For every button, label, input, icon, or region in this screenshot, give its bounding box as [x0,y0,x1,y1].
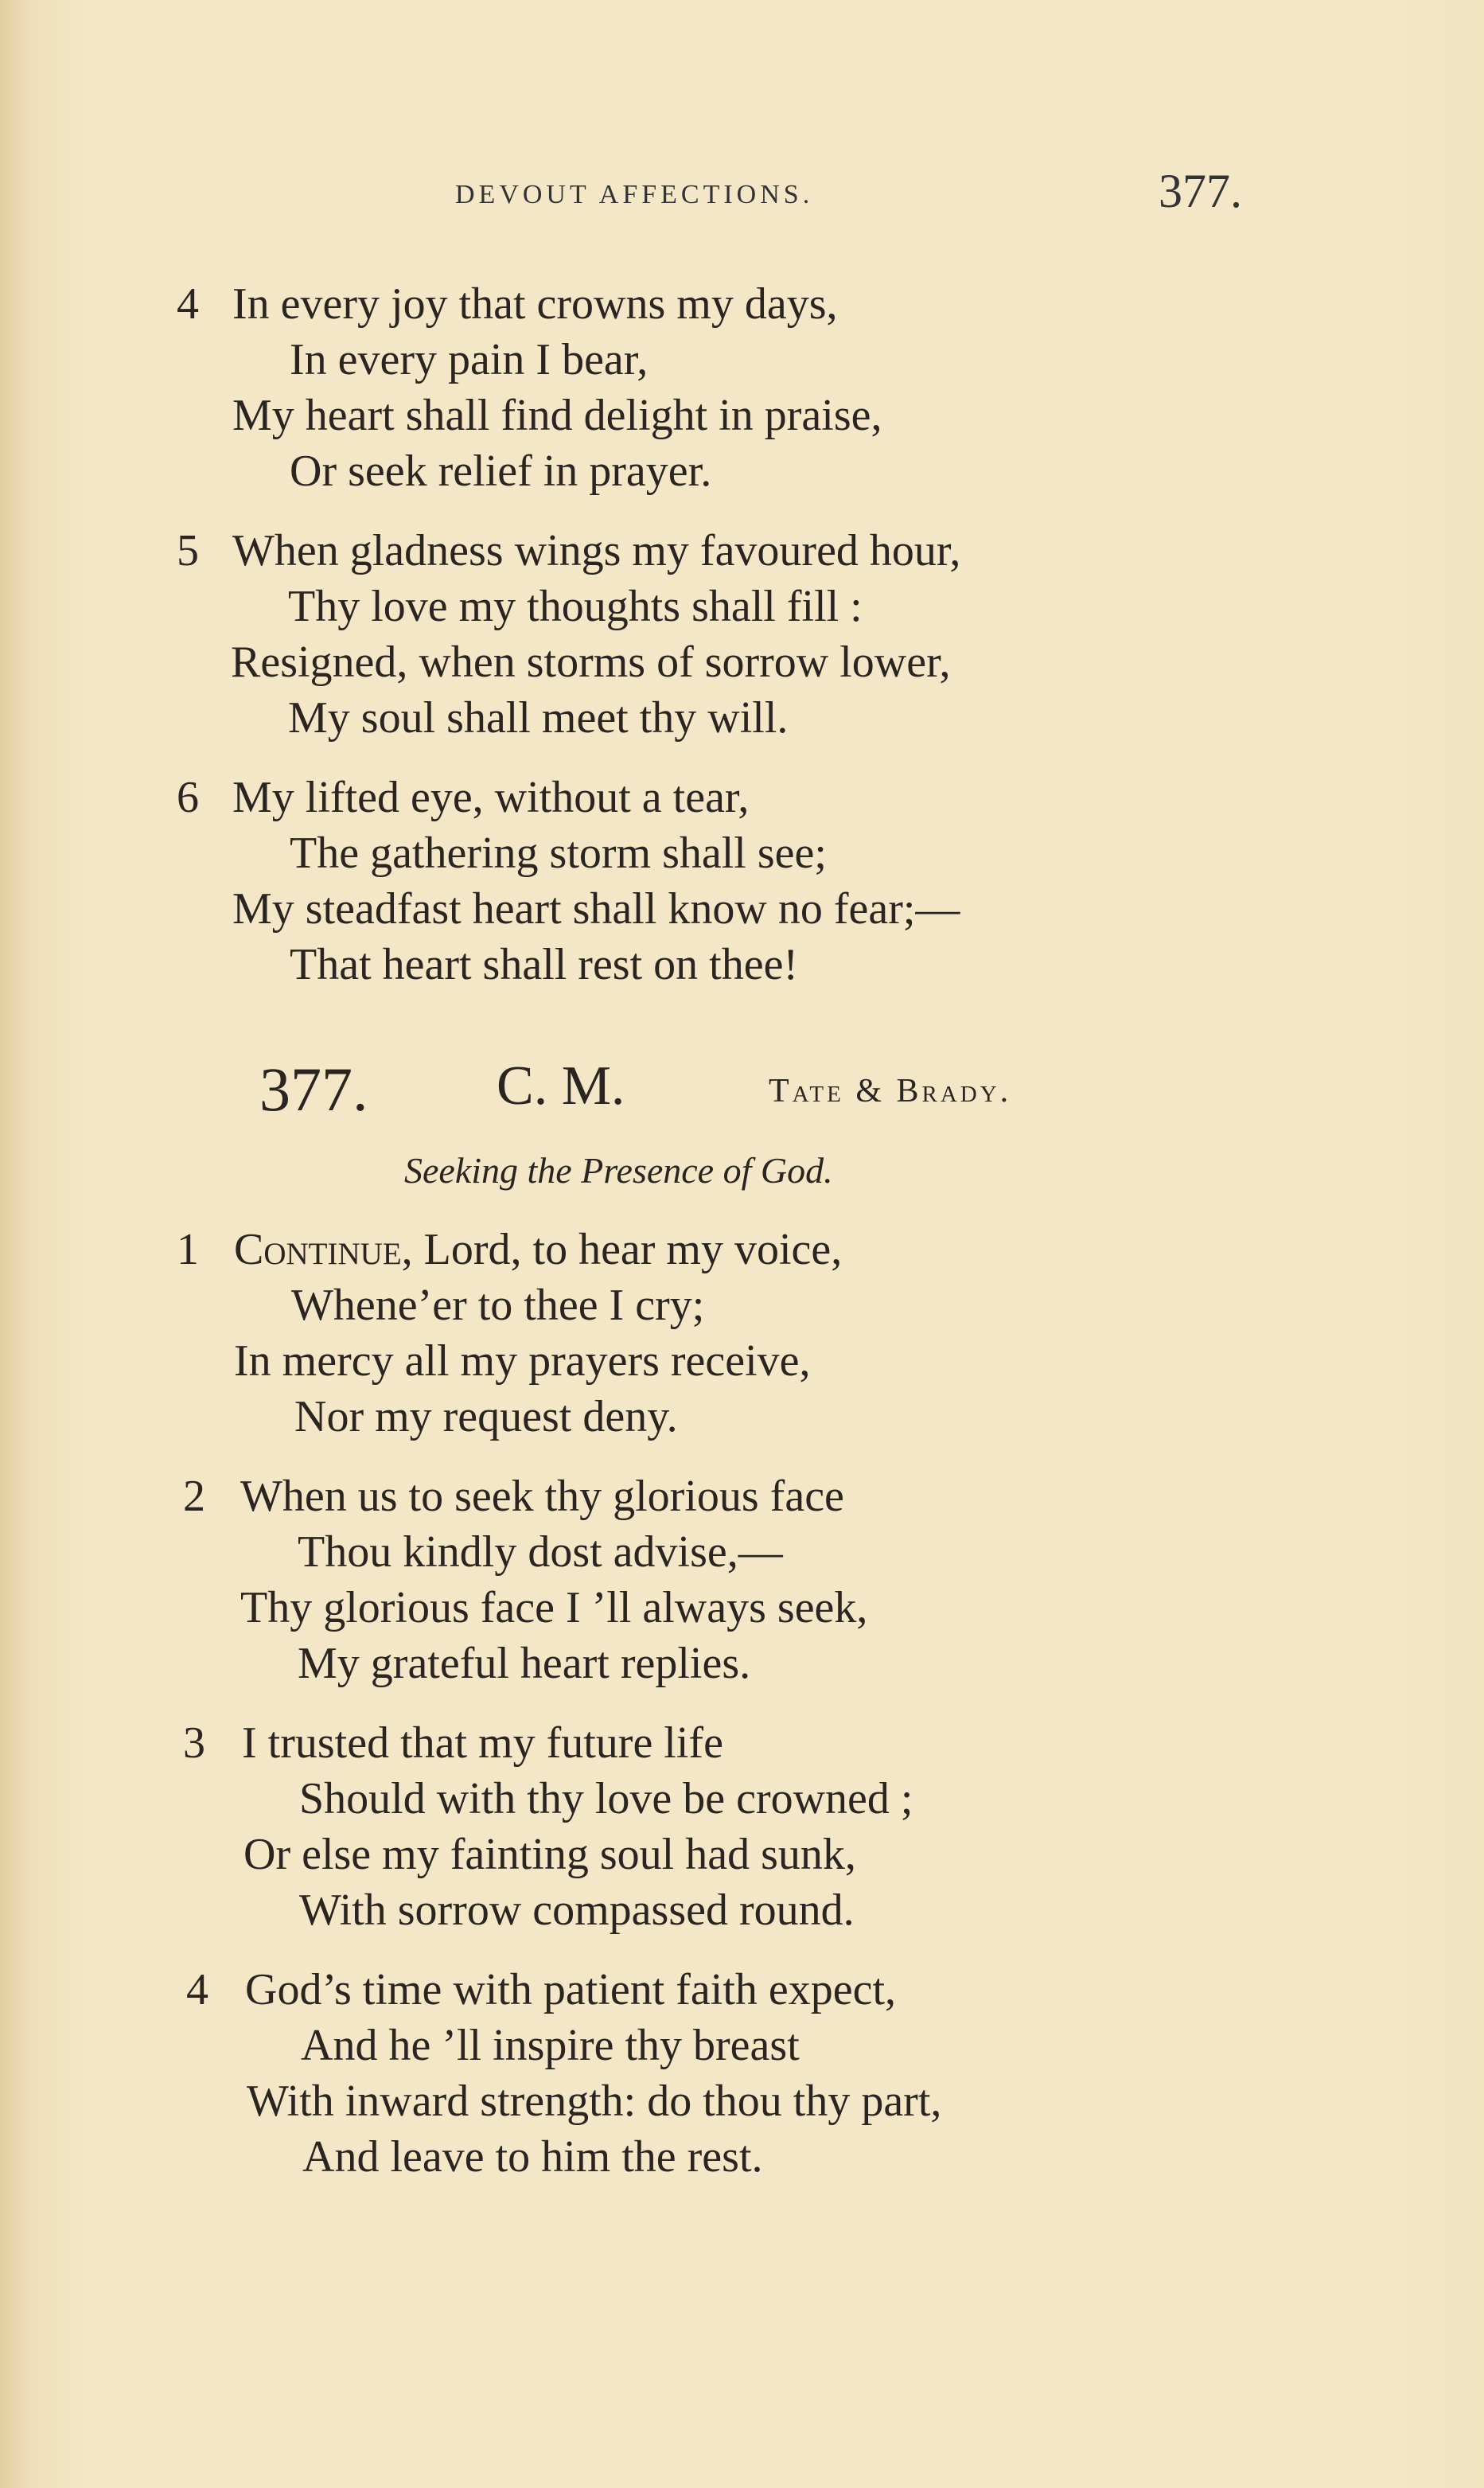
stanza-number: 1 [177,1225,199,1274]
verse-line: My steadfast heart shall know no fear;— [232,884,960,934]
verse-line: And leave to him the rest. [302,2132,763,2182]
verse-line: My heart shall find delight in praise, [232,391,882,440]
hymn-number: 377. [259,1055,368,1124]
verse-line: When us to seek thy glorious face [240,1472,844,1521]
stanza-number: 3 [183,1718,205,1768]
verse-line: I trusted that my future life [242,1718,723,1768]
hymn-author: Tate & Brady. [769,1073,1012,1109]
stanza-number: 2 [183,1472,205,1521]
hymn-meter: C. M. [497,1055,625,1117]
verse-line: Resigned, when storms of sorrow lower, [231,638,951,687]
hymn-title: Seeking the Presence of God. [404,1150,833,1191]
verse-line: The gathering storm shall see; [290,829,827,878]
verse-line: Whene’er to thee I cry; [291,1281,705,1330]
running-head: DEVOUT AFFECTIONS. [455,180,814,209]
verse-line: In mercy all my prayers receive, [234,1336,811,1386]
verse-line: When gladness wings my favoured hour, [232,526,961,575]
verse-line: With inward strength: do thou thy part, [247,2077,942,2126]
verse-line: Or else my fainting soul had sunk, [243,1830,856,1879]
first-word: Continue [234,1225,402,1274]
stanza-number: 5 [177,526,199,575]
verse-line: Thy love my thoughts shall fill : [288,582,863,631]
verse-line: Thy glorious face I ’ll always seek, [240,1583,868,1632]
first-line-rest: , Lord, to hear my voice, [401,1225,843,1274]
verse-line: My grateful heart replies. [298,1639,751,1688]
verse-line: God’s time with patient faith expect, [245,1965,897,2014]
verse-line: My soul shall meet thy will. [288,693,789,743]
verse-line: With sorrow compassed round. [299,1885,855,1935]
stanza-number: 4 [177,279,199,329]
verse-line: And he ’ll inspire thy breast [301,2021,800,2070]
page-number: 377. [1159,165,1242,217]
verse-line: My lifted eye, without a tear, [232,773,750,822]
verse-line: Nor my request deny. [294,1392,678,1441]
verse-line: Thou kindly dost advise,— [298,1527,783,1577]
verse-line: Or seek relief in prayer. [290,447,712,496]
verse-line [234,1227,842,1272]
verse-line: In every joy that crowns my days, [232,279,838,329]
stanza-number: 6 [177,773,199,822]
verse-line: Should with thy love be crowned ; [299,1774,913,1823]
stanza-number: 4 [186,1965,208,2014]
verse-line: That heart shall rest on thee! [290,940,799,989]
verse-line: In every pain I bear, [290,335,649,384]
